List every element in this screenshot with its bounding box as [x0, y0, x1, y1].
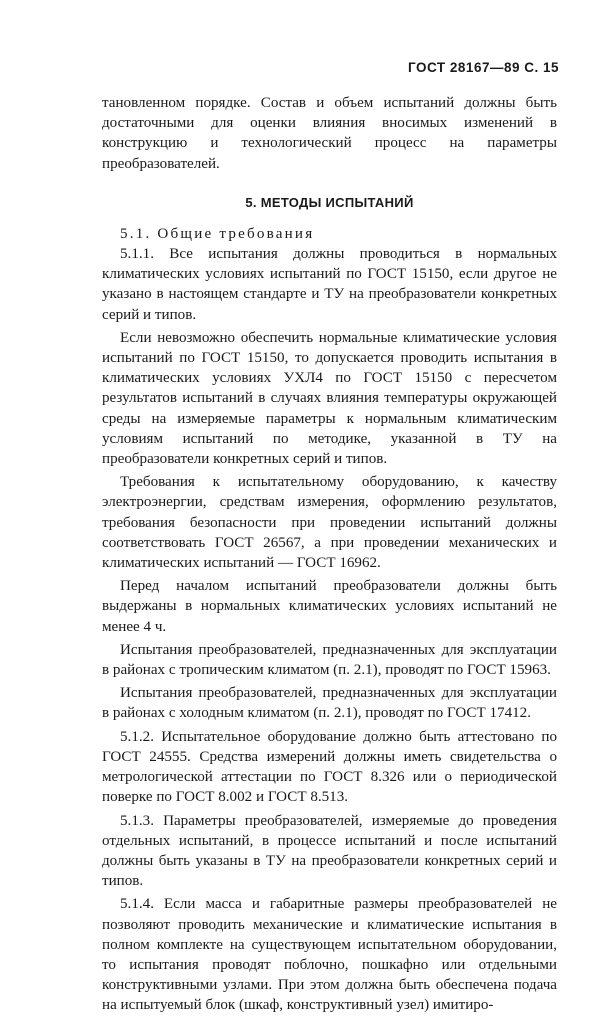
paragraph-5-1-4: 5.1.4. Если масса и габаритные размеры преобразователей не позволяют проводить механические и климатические испытания в полном комплекте на существующем испытательном оборудовании, то испытания проводят поблочно, пошкафно или отдельными конструктивными узлами. При этом должна быть обеспечена подача на испытуемый блок (шкаф, конструктивный узел) имитиро- [102, 896, 557, 1014]
paragraph-5-1-3: 5.1.3. Параметры преобразователей, измеряемые до проведения отдельных испытаний, в процессе испытаний и после испытаний должны быть указаны в ТУ на преобразователи конкретных серий и типов. [102, 812, 557, 890]
subsection-heading: 5.1. Общие требования [120, 225, 315, 242]
section-heading: 5. МЕТОДЫ ИСПЫТАНИЙ [245, 194, 414, 210]
paragraph-climate-conditions: Если невозможно обеспечить нормальные климатические условия испытаний по ГОСТ 15150, то допускается проводить испытания в климатических условиях УХЛ4 по ГОСТ 15150 с пересчетом результатов испытаний в случаях влияния температуры окружающей среды на измеряемые параметры к нормальным климатическим условиям испытаний по методике, указанной в ТУ на преобразователи конкретных серий и типов. [102, 329, 557, 468]
page-body [102, 93, 557, 1016]
paragraph-5-1-1: 5.1.1. Все испытания должны проводиться в нормальных климатических условиях испытаний по ГОСТ 15150, если другое не указано в настоящем стандарте и ТУ на преобразователи конкретных серий и типов. [102, 246, 557, 323]
paragraph-continuation: тановленном порядке. Состав и объем испытаний должны быть достаточными для оценки влияния вносимых изменений в конструкцию и технологический процесс на параметры преобразователей. [102, 95, 557, 172]
paragraph-conditioning: Перед началом испытаний преобразователи должны быть выдержаны в нормальных климатических условиях испытаний не менее 4 ч. [102, 578, 557, 635]
running-header: ГОСТ 28167—89 С. 15 [408, 60, 559, 75]
paragraph-tropical: Испытания преобразователей, предназначенных для эксплуатации в районах с тропическим климатом (п. 2.1), проводят по ГОСТ 15963. [102, 641, 557, 679]
paragraph-cold: Испытания преобразователей, предназначенных для эксплуатации в районах с холодным климатом (п. 2.1), проводят по ГОСТ 17412. [102, 685, 557, 722]
paragraph-5-1-2: 5.1.2. Испытательное оборудование должно быть аттестовано по ГОСТ 24555. Средства измерений должны иметь свидетельства о метрологической аттестации по ГОСТ 8.326 или о периодической поверке по ГОСТ 8.002 и ГОСТ 8.513. [102, 728, 557, 806]
paragraph-equipment-requirements: Требования к испытательному оборудованию, к качеству электроэнергии, средствам измерения, оформлению результатов, требования безопасности при проведении испытаний должны соответствовать ГОСТ 26567, а при проведении механических и климатических испытаний — ГОСТ 16962. [102, 474, 557, 572]
